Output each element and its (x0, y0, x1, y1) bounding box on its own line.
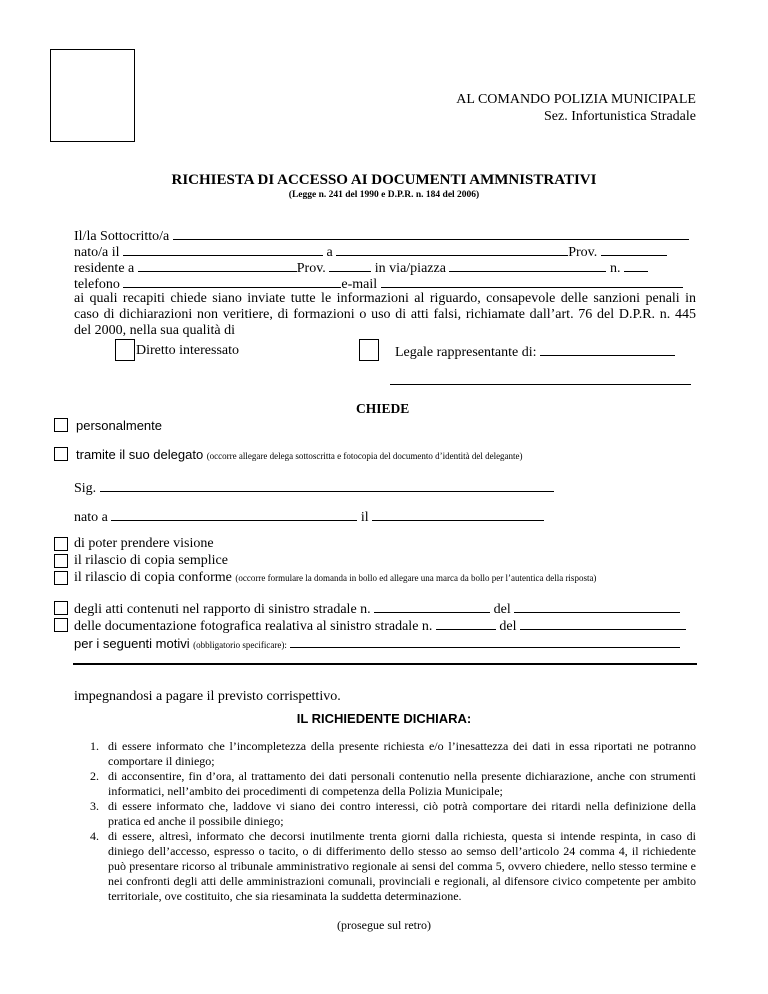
motivi-line (74, 636, 680, 653)
diretto-interessato-checkbox[interactable] (115, 339, 135, 361)
footer-note: (prosegue sul retro) (337, 918, 431, 932)
addressee-line1: AL COMANDO POLIZIA MUNICIPALE (456, 92, 696, 107)
atti-date-field[interactable] (514, 600, 680, 613)
recapiti-line-2: caso di dichiarazioni non veritiere, di formazioni o uso di atti falsi, richiamate dall’art. 76 del D.P.R. n. 445 (74, 307, 696, 322)
delegate-birthplace-field[interactable] (111, 508, 357, 521)
copia-conforme-line (74, 570, 596, 586)
addressee (456, 91, 696, 125)
street-field[interactable] (449, 259, 606, 272)
dichiara-heading: IL RICHIEDENTE DICHIARA: (296, 711, 472, 726)
delegato-note: (occorre allegare delega sottoscritta e fotocopia del documento d’identità del delegante) (206, 451, 523, 461)
nato-il-label: nato/a il (74, 245, 120, 260)
prov-label-2: Prov. (296, 261, 326, 276)
copia-semplice-label: il rilascio di copia semplice (74, 553, 228, 568)
copia-semplice-checkbox[interactable] (54, 554, 68, 568)
declaration-number: 2. (90, 769, 99, 783)
addressee-line2: Sez. Infortunistica Stradale (543, 109, 696, 124)
recapiti-line-3: del 2000, nella sua qualità di (74, 323, 235, 338)
legale-field[interactable] (540, 343, 675, 356)
atti-label: degli atti contenuti nel rapporto di sinistro stradale n. (74, 602, 371, 617)
telefono-label: telefono (74, 277, 120, 292)
chiede-heading: CHIEDE (356, 401, 410, 416)
n-label: n. (609, 261, 621, 276)
divider (73, 663, 697, 665)
legale-rappresentante-line (395, 343, 675, 361)
visione-checkbox[interactable] (54, 537, 68, 551)
sig-line (74, 479, 696, 497)
declaration-number: 1. (90, 739, 99, 753)
birth-date-field[interactable] (123, 243, 323, 256)
foto-checkbox[interactable] (54, 618, 68, 632)
form-subtitle: (Legge n. 241 del 1990 e D.P.R. n. 184 del 2006) (288, 190, 480, 200)
foto-label: delle documentazione fotografica realativa al sinistro stradale n. (74, 619, 433, 634)
declaration-item (74, 799, 696, 829)
declaration-item (74, 829, 696, 904)
declaration-text: di essere informato che l’incompletezza della presente richiesta e/o l’inesattezza dei dati in essa riportati ne potranno comportare il diniego; (108, 739, 696, 768)
visione-label: di poter prendere visione (74, 536, 214, 551)
delegato-label: tramite il suo delegato (76, 447, 204, 462)
atti-del-label: del (493, 602, 511, 617)
declaration-number: 3. (90, 799, 99, 813)
atti-line (74, 600, 680, 618)
declaration-text: di acconsentire, fin d’ora, al trattamento dei dati personali contenutio nella presente dichiarazione, anche con strumenti informatici, nell’ambito dei procedimenti di competenza della Polizia Municipale; (108, 769, 696, 798)
declaration-text: di essere informato che, laddove vi siano dei contro interessi, ciò potrà comportare dei ritardi nella definizione della pratica ed anche il possibile diniego; (108, 799, 696, 828)
sottoscritto-label: Il/la Sottocritto/a (74, 229, 170, 244)
motivi-label: per i seguenti motivi (74, 636, 190, 651)
foto-date-field[interactable] (520, 617, 686, 630)
copia-conforme-note: (occorre formulare la domanda in bollo ed allegare una marca da bollo per l’autentica della risposta) (235, 573, 597, 583)
sig-label: Sig. (74, 481, 97, 496)
declaration-item (74, 769, 696, 799)
residente-label: residente a (74, 261, 135, 276)
street-number-field[interactable] (624, 259, 648, 272)
declaration-number: 4. (90, 829, 99, 843)
foto-number-field[interactable] (436, 617, 496, 630)
name-field[interactable] (173, 227, 689, 240)
delegate-birthdate-field[interactable] (372, 508, 544, 521)
personalmente-label: personalmente (76, 418, 162, 433)
motivi-note: (obbligatorio specificare): (193, 640, 287, 650)
revenue-stamp-box (50, 49, 135, 142)
legale-rappresentante-checkbox[interactable] (359, 339, 379, 361)
atti-number-field[interactable] (374, 600, 490, 613)
a-label: a (326, 245, 333, 260)
form-title: RICHIESTA DI ACCESSO AI DOCUMENTI AMMNISTRATIVI (171, 172, 597, 188)
phone-field[interactable] (123, 275, 341, 288)
recapiti-line-1: ai quali recapiti chiede siano inviate tutte le informazioni al riguardo, consapevole delle sanzioni penali in (74, 291, 696, 306)
legale-rappresentante-label: Legale rappresentante di: (395, 345, 537, 360)
nato-a-label: nato a (74, 510, 108, 525)
diretto-interessato-label: Diretto interessato (136, 343, 240, 358)
residence-prov-field[interactable] (329, 259, 371, 272)
birth-place-field[interactable] (336, 243, 568, 256)
motivi-field[interactable] (290, 639, 680, 648)
legale-extra-field[interactable] (390, 384, 691, 385)
via-label: in via/piazza (374, 261, 446, 276)
birth-prov-field[interactable] (601, 243, 667, 256)
atti-checkbox[interactable] (54, 601, 68, 615)
foto-line (74, 617, 686, 635)
copia-conforme-checkbox[interactable] (54, 571, 68, 585)
delegate-birth-line (74, 508, 696, 526)
delegato-checkbox[interactable] (54, 447, 68, 461)
il-label: il (360, 510, 369, 525)
foto-del-label: del (499, 619, 517, 634)
delegate-name-field[interactable] (100, 479, 554, 492)
delegato-line (76, 447, 523, 464)
prov-label: Prov. (568, 245, 598, 260)
residence-city-field[interactable] (138, 259, 297, 272)
personalmente-checkbox[interactable] (54, 418, 68, 432)
impegno-text: impegnandosi a pagare il previsto corrispettivo. (74, 689, 341, 704)
email-field[interactable] (381, 275, 683, 288)
declaration-item (74, 739, 696, 769)
declaration-text: di essere, altresì, informato che decorsi inutilmente trenta giorni dalla richiesta, questa si intende respinta, in caso di diniego dell’accesso, espresso o tacito, o di differimento dello stesso ao semso dell’articolo 24 comma 4, il richiedente può presentare ricorso al tribunale amministrativo regionale ai sensi del comma 5, ovvero chiedere, nello stesso termine e nei confronti degli atti delle amministrazioni comunali, provinciali e regionali, al difensore civico competente per ambito territoriale, ove costituito, che sia riesaminata la suddetta determinazione. (108, 829, 696, 903)
email-label: e-mail (341, 277, 378, 292)
copia-conforme-label: il rilascio di copia conforme (74, 570, 232, 585)
declaration-list (74, 739, 696, 904)
